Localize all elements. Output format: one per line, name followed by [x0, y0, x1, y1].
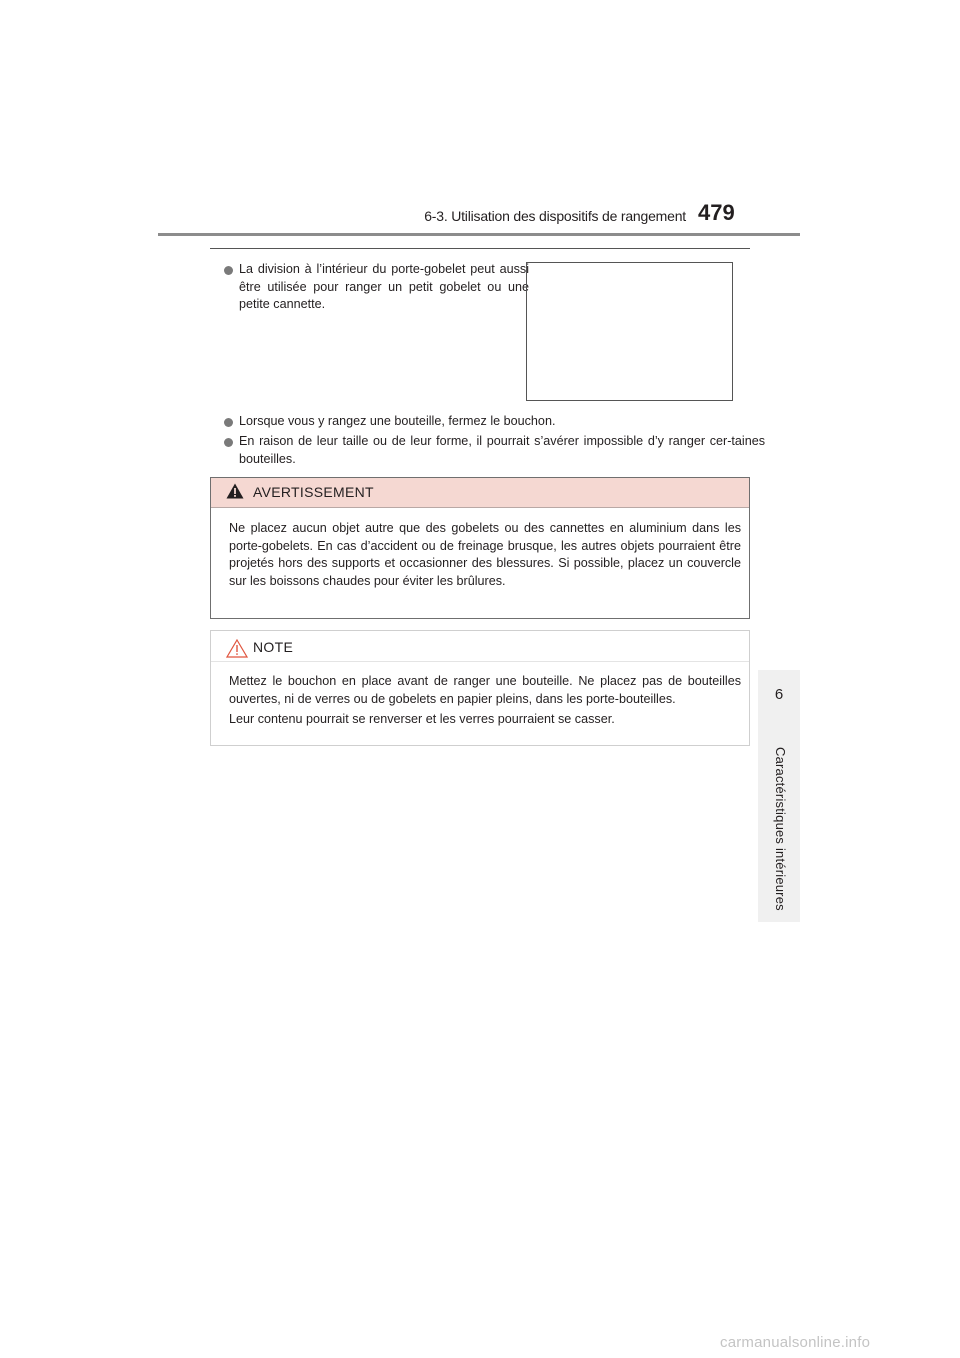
- watermark: carmanualsonline.info: [720, 1334, 871, 1351]
- warning-header: [211, 478, 749, 508]
- note-box: [210, 630, 750, 746]
- bullet-item-divider: [224, 261, 529, 314]
- bullet-icon: [224, 438, 233, 447]
- bullet-text: En raison de leur taille ou de leur forme, il pourrait s’avérer impossible d’y ranger cer-taines bouteilles.: [239, 434, 765, 466]
- caution-triangle-icon: [226, 639, 248, 658]
- bullet-icon: [224, 418, 233, 427]
- note-paragraph-1: Mettez le bouchon en place avant de ranger une bouteille. Ne placez pas de bouteilles ouvertes, ni de verres ou de gobelets en papier pleins, dans les porte-bouteilles.: [229, 674, 741, 706]
- warning-text: Ne placez aucun objet autre que des gobelets ou des cannettes en aluminium dans les porte-gobelets. En cas d’accident ou de freinage brusque, les autres objets pourraient être projetés hors des supports et occasionner des blessures. Si possible, placez un couvercle sur les boissons chaudes pour éviter les brûlures.: [229, 521, 741, 588]
- cup-holder-illustration: [526, 262, 733, 401]
- note-paragraph-2: Leur contenu pourrait se renverser et les verres pourraient se casser.: [229, 712, 615, 726]
- warning-triangle-icon: [226, 483, 244, 499]
- bullet-item-bottle-cap: [224, 413, 765, 431]
- content-top-rule: [210, 248, 750, 249]
- bullet-item-bottle-size: [224, 433, 765, 468]
- note-divider: [211, 661, 749, 662]
- warning-title: AVERTISSEMENT: [253, 484, 374, 500]
- chapter-number: 6: [774, 686, 784, 703]
- section-title: 6-3. Utilisation des dispositifs de rangement: [424, 208, 686, 224]
- chapter-title: Caractéristiques intérieures: [773, 747, 788, 911]
- bullet-text: Lorsque vous y rangez une bouteille, fermez le bouchon.: [239, 414, 556, 428]
- page-number: 479: [698, 200, 735, 225]
- note-title: NOTE: [253, 639, 294, 655]
- bullet-text: La division à l’intérieur du porte-gobelet peut aussi être utilisée pour ranger un petit gobelet ou une petite cannette.: [239, 262, 529, 311]
- warning-box: [210, 477, 750, 619]
- header-rule: [158, 233, 800, 236]
- bullet-icon: [224, 266, 233, 275]
